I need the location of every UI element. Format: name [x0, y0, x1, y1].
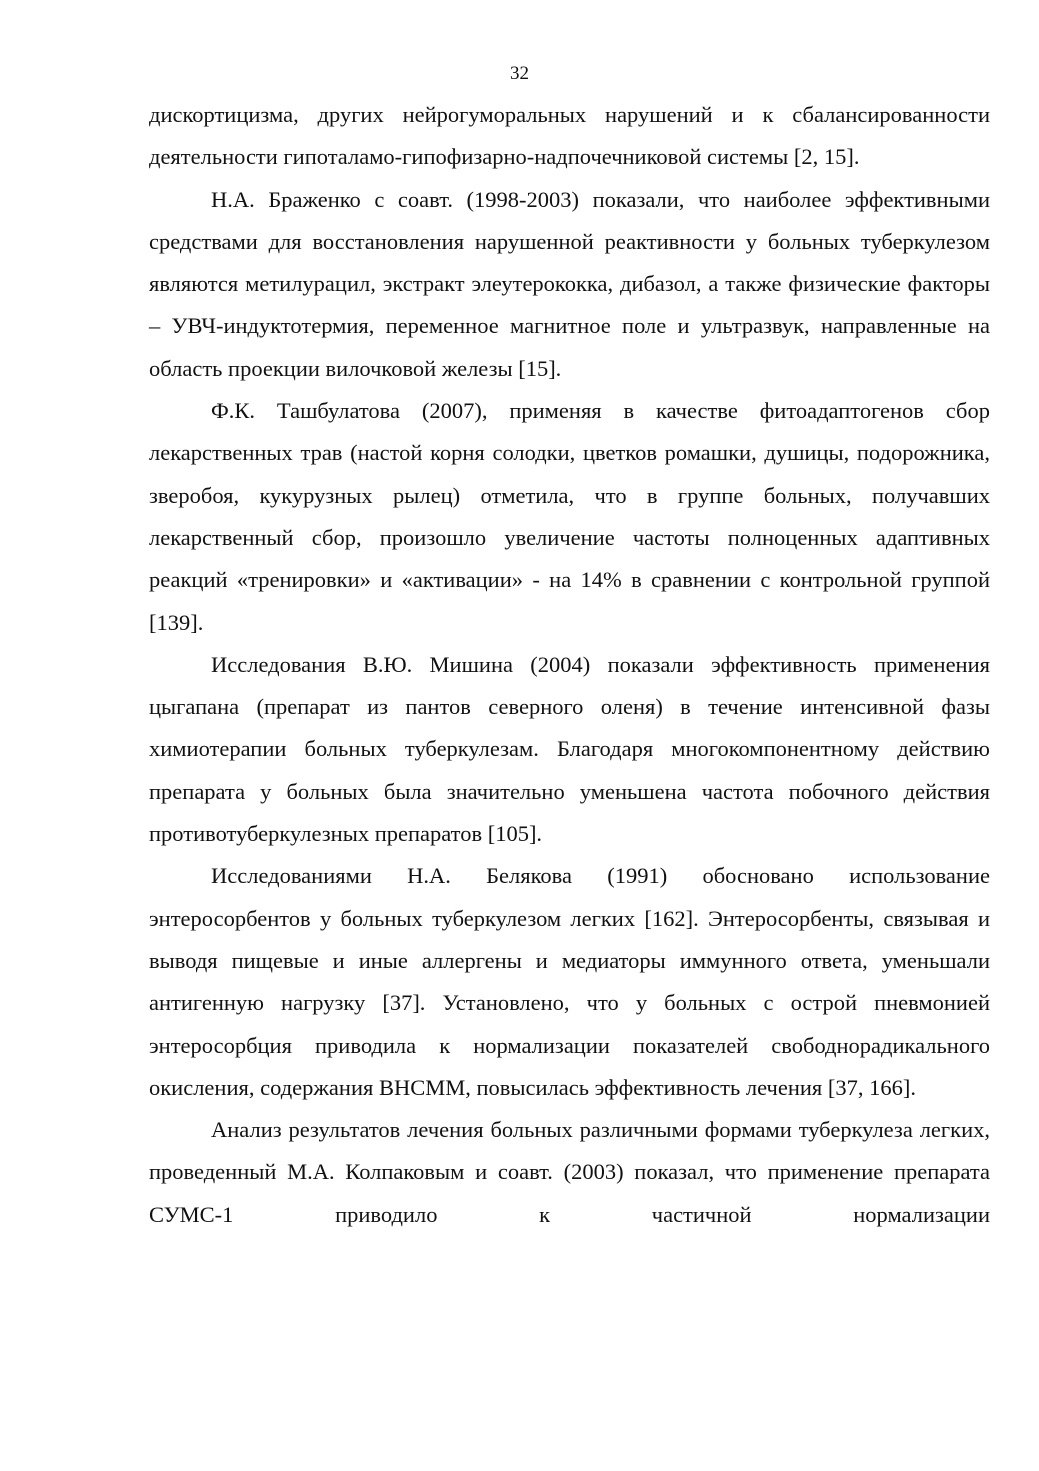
paragraph: дискортицизма, других нейрогуморальных нарушений и к сбалансированности деятельности гипоталамо-гипофизарно-надпочечниковой системы [2, 15]. — [149, 102, 990, 170]
page-number: 32 — [510, 63, 529, 84]
paragraph: Исследованиями Н.А. Белякова (1991) обосновано использование энтеросорбентов у больных туберкулезом легких [162]. Энтеросорбенты, связывая и выводя пищевые и иные аллергены и медиаторы иммунного ответа, уменьшали антигенную нагрузку [37]. Установлено, что у больных с острой пневмонией энтеросорбция приводила к нормализации показателей свободнорадикального окисления, содержания ВНСММ, повысилась эффективность лечения [37, 166]. — [149, 863, 990, 1100]
paragraph: Н.А. Браженко с соавт. (1998-2003) показали, что наиболее эффективными средствами для восстановления нарушенной реактивности у больных туберкулезом являются метилурацил, экстракт элеутерококка, дибазол, а также физические факторы – УВЧ-индуктотермия, переменное магнитное поле и ультразвук, направленные на область проекции вилочковой железы [15]. — [149, 186, 990, 381]
body-text — [149, 94, 990, 1236]
paragraph: Исследования В.Ю. Мишина (2004) показали эффективность применения цыгапана (препарат из пантов северного оленя) в течение интенсивной фазы химиотерапии больных туберкулезам. Благодаря многокомпонентному действию препарата у больных была значительно уменьшена частота побочного действия противотуберкулезных препаратов [105]. — [149, 651, 990, 847]
paragraph: Анализ результатов лечения больных различными формами туберкулеза легких, проведенный М.А. Колпаковым и соавт. (2003) показал, что применение препарата СУМС-1 приводило к частичной нормализации — [149, 1117, 990, 1227]
paragraph: Ф.К. Ташбулатова (2007), применяя в качестве фитоадаптогенов сбор лекарственных трав (настой корня солодки, цветков ромашки, душицы, подорожника, зверобоя, кукурузных рылец) отметила, что в группе больных, получавших лекарственный сбор, произошло увеличение частоты полноценных адаптивных реакций «тренировки» и «активации» - на 14% в сравнении с контрольной группой [139]. — [149, 398, 990, 635]
